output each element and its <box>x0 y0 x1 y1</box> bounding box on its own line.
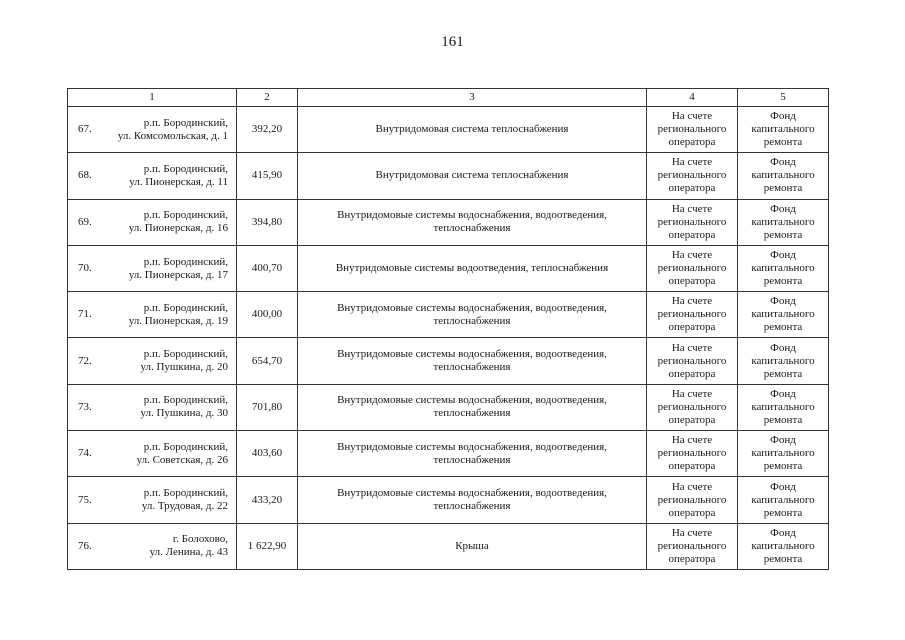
row-number: 70. <box>78 262 92 275</box>
address-cell <box>68 107 237 153</box>
work-type-cell: Внутридомовые системы водоснабжения, водоотведения, теплоснабжения <box>298 199 647 245</box>
header-col-3: 3 <box>298 89 647 107</box>
address-line-1: р.п. Бородинский, <box>143 440 228 453</box>
row-number: 74. <box>78 447 92 460</box>
header-col-2: 2 <box>237 89 298 107</box>
address-cell <box>68 523 237 569</box>
fund-cell: Фонд капитального ремонта <box>738 477 829 523</box>
address-cell <box>68 292 237 338</box>
address-line-1: р.п. Бородинский, <box>143 487 228 500</box>
work-type-cell: Внутридомовые системы водоснабжения, водоотведения, теплоснабжения <box>298 384 647 430</box>
address-cell <box>68 245 237 291</box>
address-line-1: р.п. Бородинский, <box>143 301 228 314</box>
fund-cell: Фонд капитального ремонта <box>738 384 829 430</box>
table-row <box>68 338 829 384</box>
address-cell <box>68 477 237 523</box>
table-row <box>68 245 829 291</box>
fund-cell: Фонд капитального ремонта <box>738 199 829 245</box>
table-row <box>68 384 829 430</box>
account-cell: На счете регионального оператора <box>647 199 738 245</box>
header-col-5: 5 <box>738 89 829 107</box>
area-cell: 1 622,90 <box>237 523 298 569</box>
work-type-cell: Внутридомовые системы водоотведения, теплоснабжения <box>298 245 647 291</box>
area-cell: 394,80 <box>237 199 298 245</box>
address-line-1: р.п. Бородинский, <box>143 255 228 268</box>
area-cell: 654,70 <box>237 338 298 384</box>
address-line-2: ул. Пушкина, д. 20 <box>140 361 228 374</box>
address-line-1: р.п. Бородинский, <box>143 348 228 361</box>
row-number: 71. <box>78 308 92 321</box>
address-line-1: р.п. Бородинский, <box>143 116 228 129</box>
fund-cell: Фонд капитального ремонта <box>738 523 829 569</box>
work-type-cell: Внутридомовые системы водоснабжения, водоотведения, теплоснабжения <box>298 431 647 477</box>
account-cell: На счете регионального оператора <box>647 477 738 523</box>
work-type-cell: Внутридомовые системы водоснабжения, водоотведения, теплоснабжения <box>298 292 647 338</box>
address-line-2: ул. Пионерская, д. 11 <box>129 175 228 188</box>
page-number: 161 <box>441 34 464 50</box>
row-number: 75. <box>78 493 92 506</box>
row-number: 76. <box>78 539 92 552</box>
address-line-2: ул. Пионерская, д. 17 <box>128 268 228 281</box>
address-line-1: р.п. Бородинский, <box>143 162 228 175</box>
address-cell <box>68 431 237 477</box>
fund-cell: Фонд капитального ремонта <box>738 338 829 384</box>
table-row <box>68 199 829 245</box>
row-number: 69. <box>78 215 92 228</box>
account-cell: На счете регионального оператора <box>647 523 738 569</box>
fund-cell: Фонд капитального ремонта <box>738 107 829 153</box>
account-cell: На счете регионального оператора <box>647 107 738 153</box>
area-cell: 433,20 <box>237 477 298 523</box>
address-cell <box>68 384 237 430</box>
address-cell <box>68 338 237 384</box>
account-cell: На счете регионального оператора <box>647 384 738 430</box>
area-cell: 701,80 <box>237 384 298 430</box>
fund-cell: Фонд капитального ремонта <box>738 245 829 291</box>
row-number: 73. <box>78 400 92 413</box>
area-cell: 400,00 <box>237 292 298 338</box>
address-line-1: р.п. Бородинский, <box>143 394 228 407</box>
area-cell: 415,90 <box>237 153 298 199</box>
address-cell <box>68 199 237 245</box>
address-line-2: ул. Пионерская, д. 16 <box>128 222 228 235</box>
table-row <box>68 292 829 338</box>
work-type-cell: Крыша <box>298 523 647 569</box>
address-line-2: ул. Ленина, д. 43 <box>149 546 228 559</box>
work-type-cell: Внутридомовая система теплоснабжения <box>298 107 647 153</box>
address-line-2: ул. Пушкина, д. 30 <box>140 407 228 420</box>
row-number: 68. <box>78 169 92 182</box>
table-row <box>68 477 829 523</box>
fund-cell: Фонд капитального ремонта <box>738 431 829 477</box>
table-row <box>68 431 829 477</box>
table-row <box>68 107 829 153</box>
area-cell: 392,20 <box>237 107 298 153</box>
address-line-1: г. Болохово, <box>172 533 228 546</box>
repair-table <box>67 88 829 570</box>
account-cell: На счете регионального оператора <box>647 292 738 338</box>
header-col-1: 1 <box>68 89 237 107</box>
account-cell: На счете регионального оператора <box>647 338 738 384</box>
area-cell: 400,70 <box>237 245 298 291</box>
account-cell: На счете регионального оператора <box>647 431 738 477</box>
row-number: 72. <box>78 354 92 367</box>
address-line-2: ул. Пионерская, д. 19 <box>128 314 228 327</box>
work-type-cell: Внутридомовые системы водоснабжения, водоотведения, теплоснабжения <box>298 477 647 523</box>
work-type-cell: Внутридомовая система теплоснабжения <box>298 153 647 199</box>
account-cell: На счете регионального оператора <box>647 153 738 199</box>
address-line-2: ул. Советская, д. 26 <box>136 453 228 466</box>
fund-cell: Фонд капитального ремонта <box>738 292 829 338</box>
account-cell: На счете регионального оператора <box>647 245 738 291</box>
address-line-1: р.п. Бородинский, <box>143 209 228 222</box>
area-cell: 403,60 <box>237 431 298 477</box>
table-row <box>68 153 829 199</box>
header-col-4: 4 <box>647 89 738 107</box>
address-line-2: ул. Комсомольская, д. 1 <box>117 129 228 142</box>
fund-cell: Фонд капитального ремонта <box>738 153 829 199</box>
address-line-2: ул. Трудовая, д. 22 <box>141 500 228 513</box>
work-type-cell: Внутридомовые системы водоснабжения, водоотведения, теплоснабжения <box>298 338 647 384</box>
address-cell <box>68 153 237 199</box>
table-header-row <box>68 89 829 107</box>
row-number: 67. <box>78 123 92 136</box>
table-row <box>68 523 829 569</box>
